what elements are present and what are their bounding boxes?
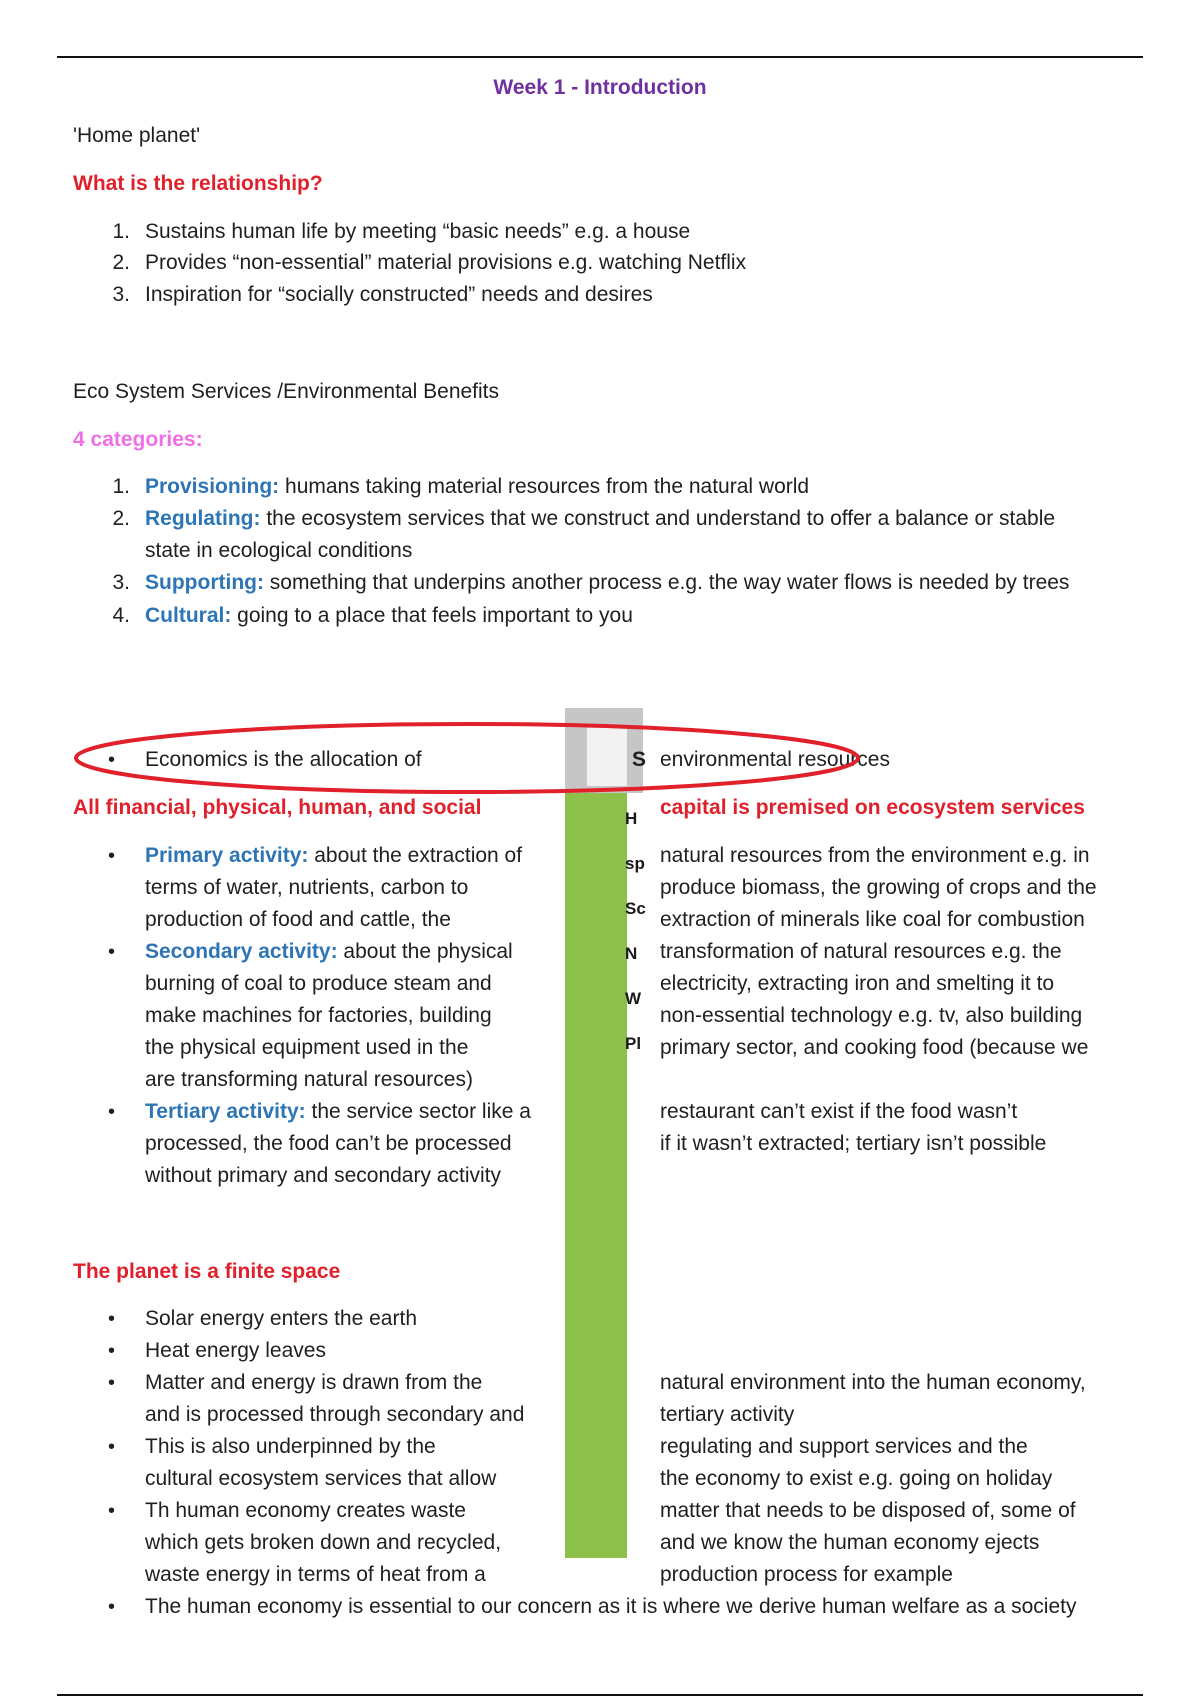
term-cultural: Cultural: xyxy=(145,604,232,627)
item-text-continued: state in ecological conditions xyxy=(145,539,413,562)
text-line: the physical equipment used in the xyxy=(145,1036,469,1059)
waste-right xyxy=(660,1495,1076,1591)
list-number: 3. xyxy=(112,571,130,594)
clipped-letter: W xyxy=(625,989,642,1008)
list-item: Inspiration for “socially constructed” needs and desires xyxy=(145,283,653,306)
text-line: restaurant can’t exist if the food wasn’t xyxy=(660,1100,1018,1123)
text-line: and is processed through secondary and xyxy=(145,1403,525,1426)
list-item xyxy=(145,567,1069,599)
heat-text: Heat energy leaves xyxy=(145,1339,326,1362)
list-item xyxy=(145,503,1055,535)
text-line: processed, the food can’t be processed xyxy=(145,1132,512,1155)
term-tertiary-activity: Tertiary activity: xyxy=(145,1100,306,1123)
text-line: make machines for factories, building xyxy=(145,1004,492,1027)
text-line: are transforming natural resources) xyxy=(145,1068,473,1091)
text-line: production process for example xyxy=(660,1563,953,1586)
clipped-letter: Pl xyxy=(625,1034,642,1053)
text-line: the service sector like a xyxy=(305,1100,531,1123)
red-ellipse-annotation xyxy=(72,720,862,796)
clipped-letter: Sc xyxy=(625,899,646,918)
tertiary-activity-right xyxy=(660,1096,1046,1160)
bullet: • xyxy=(108,1340,116,1362)
text-line: waste energy in terms of heat from a xyxy=(145,1563,486,1586)
economics-clipped-char: S xyxy=(632,748,647,771)
bullet: • xyxy=(108,941,116,963)
economics-text-left: Economics is the allocation of xyxy=(145,748,422,771)
finite-heading: The planet is a finite space xyxy=(73,1260,341,1283)
page-title: Week 1 - Introduction xyxy=(493,76,707,99)
list-number: 1. xyxy=(112,220,130,243)
item-text: humans taking material resources from the natural world xyxy=(279,475,810,498)
list-number: 2. xyxy=(112,251,130,274)
list-item xyxy=(145,600,633,632)
bullet: • xyxy=(108,1596,116,1618)
term-supporting: Supporting: xyxy=(145,571,264,594)
text-line: produce biomass, the growing of crops and the xyxy=(660,876,1097,899)
text-line: and we know the human economy ejects xyxy=(660,1531,1040,1554)
text-line: natural environment into the human economy, xyxy=(660,1371,1086,1394)
text-line: about the physical xyxy=(337,940,513,963)
also-right xyxy=(660,1431,1052,1495)
primary-activity-left xyxy=(145,840,522,936)
term-secondary-activity: Secondary activity: xyxy=(145,940,338,963)
text-line: electricity, extracting iron and smelting it to xyxy=(660,972,1055,995)
text-line: extraction of minerals like coal for combustion xyxy=(660,908,1085,931)
list-item xyxy=(145,471,809,503)
item-text: something that underpins another process e.g. the way water flows is needed by trees xyxy=(263,571,1070,594)
list-number: 2. xyxy=(112,507,130,530)
text-line: production of food and cattle, the xyxy=(145,908,451,931)
bottom-rule xyxy=(57,1694,1143,1696)
text-line: without primary and secondary activity xyxy=(145,1164,501,1187)
clipped-letter: N xyxy=(625,944,638,963)
text-line: if it wasn’t extracted; tertiary isn’t possible xyxy=(660,1132,1047,1155)
text-line: regulating and support services and the xyxy=(660,1435,1028,1458)
term-regulating: Regulating: xyxy=(145,507,261,530)
tertiary-activity-left xyxy=(145,1096,531,1192)
ecosystem-heading: Eco System Services /Environmental Benefits xyxy=(73,380,500,403)
list-item: Provides “non-essential” material provisions e.g. watching Netflix xyxy=(145,251,747,274)
essential-text: The human economy is essential to our concern as it is where we derive human welfare as a society xyxy=(145,1595,1077,1618)
text-line: transformation of natural resources e.g. the xyxy=(660,940,1062,963)
term-primary-activity: Primary activity: xyxy=(145,844,309,867)
term-provisioning: Provisioning: xyxy=(145,475,280,498)
bullet: • xyxy=(108,1101,116,1123)
text-line: the economy to exist e.g. going on holiday xyxy=(660,1467,1053,1490)
embedded-image-strip xyxy=(565,708,646,1558)
list-number: 1. xyxy=(112,475,130,498)
text-line: non-essential technology e.g. tv, also building xyxy=(660,1004,1083,1027)
list-item: Sustains human life by meeting “basic needs” e.g. a house xyxy=(145,220,691,243)
list-number: 3. xyxy=(112,283,130,306)
primary-activity-right xyxy=(660,840,1097,936)
text-line: This is also underpinned by the xyxy=(145,1435,436,1458)
bullet: • xyxy=(108,1436,116,1458)
bullet: • xyxy=(108,1500,116,1522)
text-line: matter that needs to be disposed of, some of xyxy=(660,1499,1076,1522)
bullet: • xyxy=(108,1308,116,1330)
text-line: about the extraction of xyxy=(308,844,523,867)
image-clipped-text xyxy=(625,808,646,1078)
matter-right xyxy=(660,1367,1086,1431)
text-line: Matter and energy is drawn from the xyxy=(145,1371,483,1394)
capital-heading-left: All financial, physical, human, and social xyxy=(73,796,482,819)
list-number: 4. xyxy=(112,604,130,627)
economics-text-right: environmental resources xyxy=(660,748,890,771)
item-text: going to a place that feels important to you xyxy=(231,604,633,627)
text-line: primary sector, and cooking food (because we xyxy=(660,1036,1089,1059)
also-left xyxy=(145,1431,496,1495)
home-planet-text: 'Home planet' xyxy=(73,124,201,147)
secondary-activity-right xyxy=(660,936,1088,1064)
bullet: • xyxy=(108,749,116,771)
bullet: • xyxy=(108,845,116,867)
solar-text: Solar energy enters the earth xyxy=(145,1307,417,1330)
clipped-letter: H xyxy=(625,809,638,828)
text-line: terms of water, nutrients, carbon to xyxy=(145,876,469,899)
bullet: • xyxy=(108,1372,116,1394)
secondary-activity-left xyxy=(145,936,513,1096)
capital-heading-right: capital is premised on ecosystem services xyxy=(660,796,1085,819)
matter-left xyxy=(145,1367,524,1431)
text-line: cultural ecosystem services that allow xyxy=(145,1467,497,1490)
relationship-heading: What is the relationship? xyxy=(73,172,323,195)
text-line: natural resources from the environment e.g. in xyxy=(660,844,1090,867)
clipped-letter: sp xyxy=(625,854,645,873)
text-line: which gets broken down and recycled, xyxy=(145,1531,502,1554)
text-line: Th human economy creates waste xyxy=(145,1499,466,1522)
text-line: burning of coal to produce steam and xyxy=(145,972,492,995)
waste-left xyxy=(145,1495,501,1591)
text-line: tertiary activity xyxy=(660,1403,795,1426)
item-text: the ecosystem services that we construct and understand to offer a balance or stable xyxy=(260,507,1056,530)
categories-heading: 4 categories: xyxy=(73,428,203,451)
top-rule xyxy=(57,56,1143,58)
